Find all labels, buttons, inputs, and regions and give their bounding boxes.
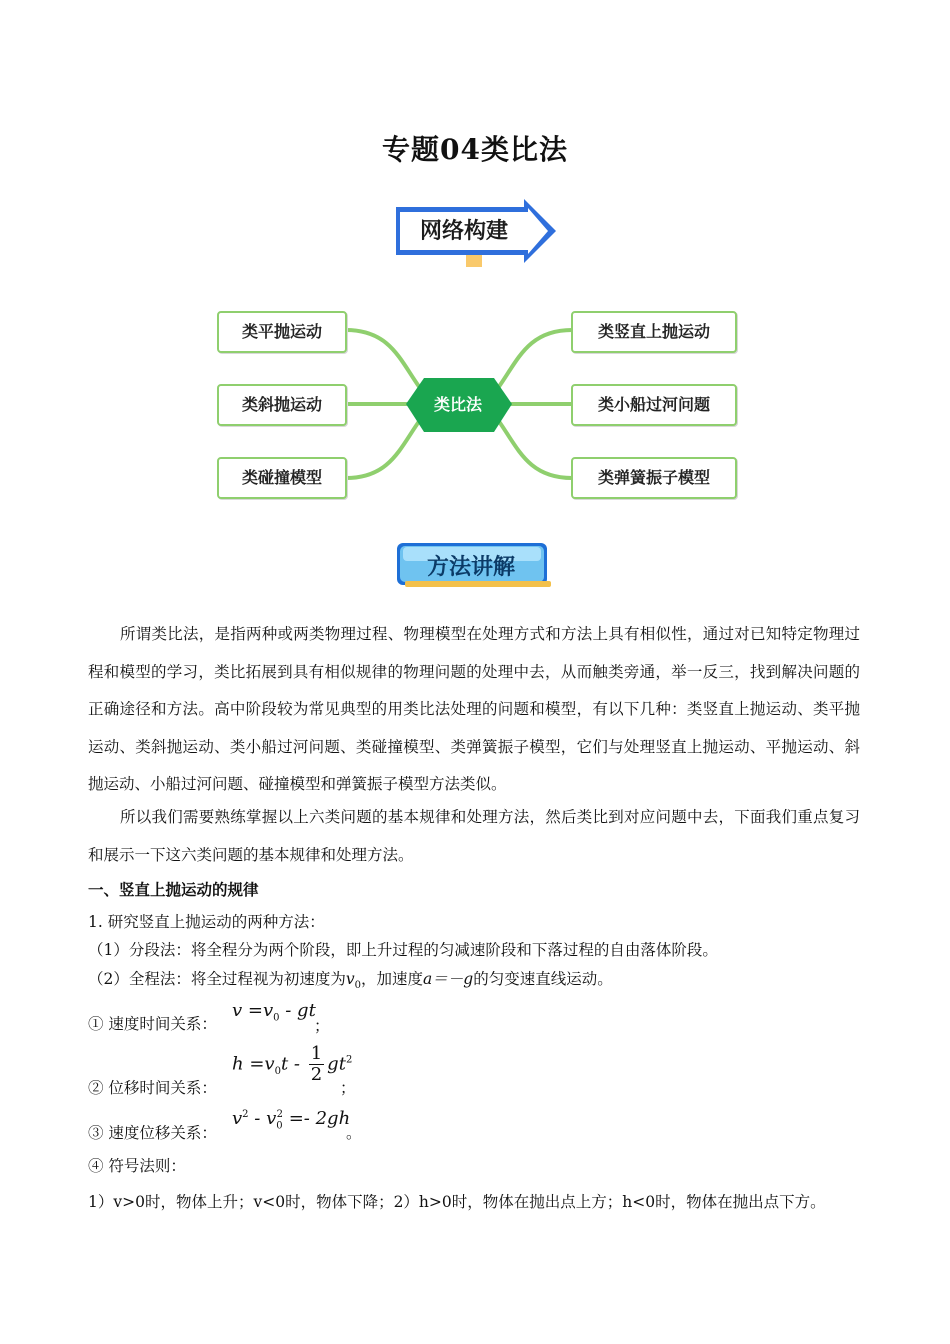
formula-displacement-time: $h =v_0t$ - $\frac{1}{2}$ $gt^2$ bbox=[232, 1043, 353, 1085]
mindmap-node-left-3: 类碰撞模型 bbox=[217, 457, 347, 499]
acceleration-expression: a＝－g bbox=[423, 970, 474, 988]
method-whole-mid: ，加速度 bbox=[361, 970, 424, 988]
formula-velocity-displacement: $v^2 - v_0^2 =- 2gh$ bbox=[232, 1108, 351, 1132]
mindmap-center-label: 类比法 bbox=[433, 395, 482, 414]
relation-sign-rule-label: ④ 符号法则： bbox=[88, 1157, 186, 1175]
intro-paragraph-2: 所以我们需要熟练掌握以上六类问题的基本规律和处理方法，然后类比到对应问题中去，下面我们重点复习和展示一下这六类问题的基本规律和处理方法。 bbox=[88, 808, 860, 864]
mindmap-node-right-1: 类竖直上抛运动 bbox=[571, 311, 737, 353]
relation-velocity-displacement-label: ③ 速度位移关系： bbox=[88, 1124, 217, 1142]
relation-velocity-time-label: ① 速度时间关系： bbox=[88, 1015, 217, 1033]
method-whole-prefix: （2）全程法：将全过程视为初速度为 bbox=[88, 970, 346, 988]
mindmap-node-right-2: 类小船过河问题 bbox=[571, 384, 737, 426]
section-heading: 一、竖直上抛运动的规律 bbox=[88, 881, 259, 899]
sign-rule-text: 1）v>0时，物体上升；v<0时，物体下降；2）h>0时，物体在抛出点上方；h<0时，物体在抛出点下方。 bbox=[88, 1193, 826, 1211]
method-whole bbox=[88, 967, 613, 991]
method-segment: （1）分段法：将全程分为两个阶段，即上升过程的匀减速阶段和下落过程的自由落体阶段。 bbox=[88, 941, 718, 959]
mindmap-connectors bbox=[0, 0, 950, 600]
formula-velocity-time: $v =v_0$ - gt bbox=[232, 1000, 316, 1024]
relation-velocity-displacement-end: 。 bbox=[346, 1124, 362, 1142]
page-title: 专题04类比法 bbox=[382, 133, 568, 166]
relation-displacement-time-end: ； bbox=[340, 1079, 356, 1097]
method-intro: 1. 研究竖直上抛运动的两种方法： bbox=[88, 913, 325, 931]
v0-symbol: v bbox=[345, 970, 355, 988]
v0-subscript: 0 bbox=[354, 980, 362, 992]
banner-label: 网络构建 bbox=[419, 219, 508, 244]
mindmap-node-left-1: 类平抛运动 bbox=[217, 311, 347, 353]
relation-displacement-time-label: ② 位移时间关系： bbox=[88, 1079, 217, 1097]
intro-paragraph-1: 所谓类比法，是指两种或两类物理过程、物理模型在处理方式和方法上具有相似性，通过对已知特定物理过程和模型的学习，类比拓展到具有相似规律的物理问题的处理中去，从而触类旁通，举一反三，找到解决问题的正确途径和方法。高中阶段较为常见典型的用类比法处理的问题和模型，有以下几种：类竖直上抛运动、类平抛运动、类斜抛运动、类小船过河问题、类碰撞模型、类弹簧振子模型，它们与处理竖直上抛运动、平抛运动、斜抛运动、小船过河问题、碰撞模型和弹簧振子模型方法类似。 bbox=[88, 625, 860, 793]
badge-label: 方法讲解 bbox=[426, 555, 515, 580]
method-whole-suffix: 的匀变速直线运动。 bbox=[473, 970, 613, 988]
relation-velocity-time-end: ； bbox=[314, 1017, 330, 1035]
mindmap-node-right-3: 类弹簧振子模型 bbox=[571, 457, 737, 499]
mindmap-node-left-2: 类斜抛运动 bbox=[217, 384, 347, 426]
